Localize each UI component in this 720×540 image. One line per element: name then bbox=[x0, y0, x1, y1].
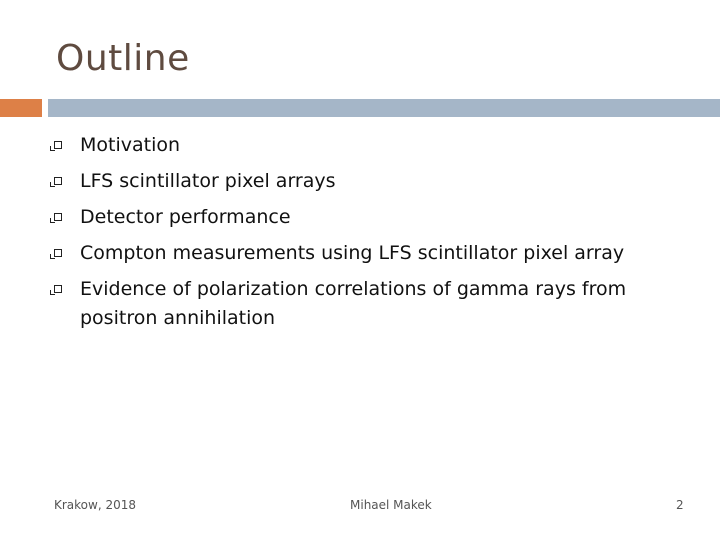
footer-page-number: 2 bbox=[676, 498, 684, 512]
bullet-item-polarization-evidence bbox=[48, 275, 688, 333]
hollow-square-bullet-icon bbox=[54, 141, 62, 149]
hollow-square-bullet-icon bbox=[54, 249, 62, 257]
title-accent-bar-blue bbox=[48, 99, 720, 117]
footer-venue: Krakow, 2018 bbox=[54, 498, 137, 512]
footer-author: Mihael Makek bbox=[350, 498, 432, 512]
bullet-list bbox=[48, 131, 688, 340]
bullet-text: Evidence of polarization correlations of gamma rays from positron annihilation bbox=[80, 278, 627, 329]
hollow-square-bullet-icon bbox=[54, 285, 62, 293]
bullet-text: Compton measurements using LFS scintillator pixel array bbox=[80, 242, 625, 264]
hollow-square-bullet-icon bbox=[54, 213, 62, 221]
bullet-item-detector-performance bbox=[48, 203, 688, 232]
hollow-square-bullet-icon bbox=[54, 177, 62, 185]
bullet-item-compton-measurements bbox=[48, 239, 688, 268]
bullet-text: Motivation bbox=[80, 134, 181, 156]
bullet-item-motivation bbox=[48, 131, 688, 160]
bullet-text: LFS scintillator pixel arrays bbox=[80, 170, 336, 192]
bullet-item-lfs-arrays bbox=[48, 167, 688, 196]
bullet-text: Detector performance bbox=[80, 206, 291, 228]
slide-title: Outline bbox=[56, 38, 190, 79]
title-accent-bar-orange bbox=[0, 99, 42, 117]
